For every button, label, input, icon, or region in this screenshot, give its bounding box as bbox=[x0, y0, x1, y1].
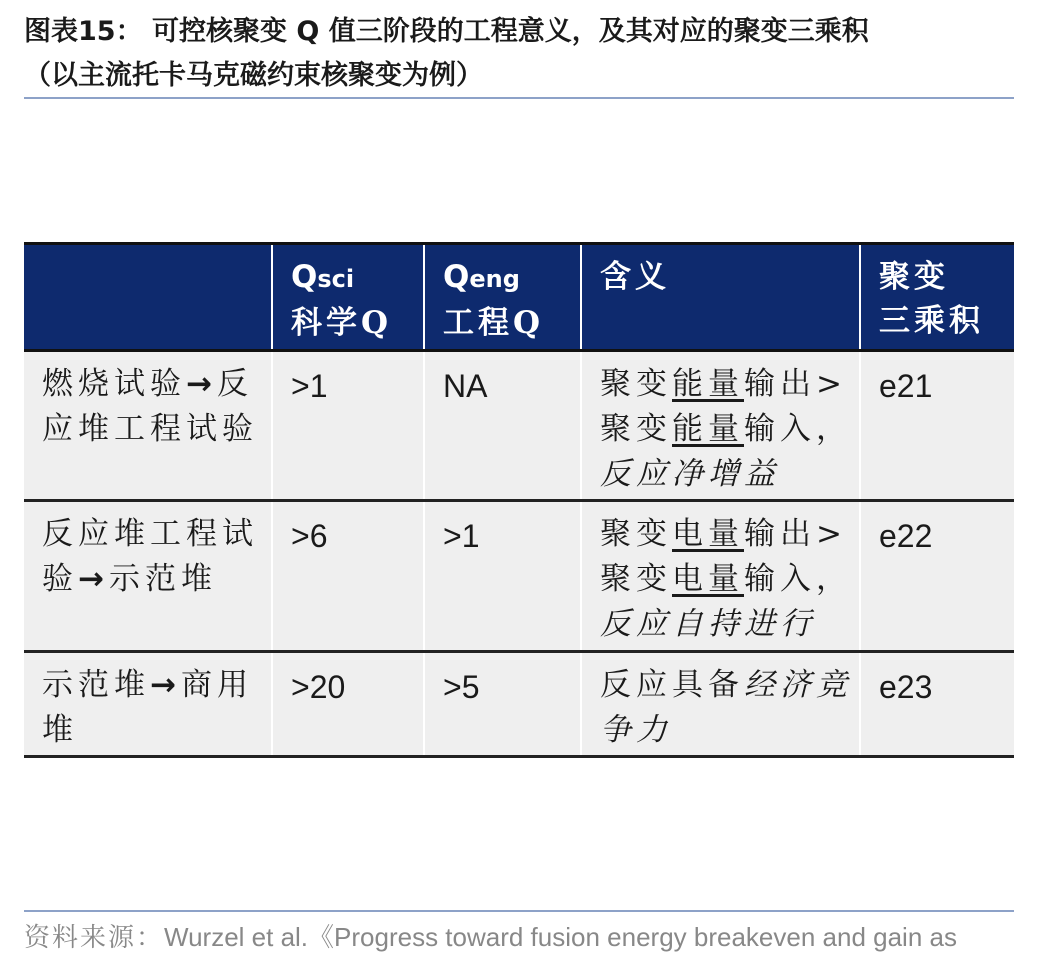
table-row bbox=[24, 501, 1014, 652]
qsci-cell: >1 bbox=[272, 351, 424, 501]
page-title bbox=[24, 10, 1024, 98]
qeng-cell: >5 bbox=[424, 652, 581, 757]
header-qeng: Qeng 工程Q bbox=[424, 244, 581, 351]
qeng-cell: NA bbox=[424, 351, 581, 501]
table-row bbox=[24, 652, 1014, 757]
triple-product-cell: e22 bbox=[860, 501, 1014, 652]
qsci-cell: >6 bbox=[272, 501, 424, 652]
table-header-row bbox=[24, 244, 1014, 351]
header-stage bbox=[24, 244, 272, 351]
meaning-cell: 聚变电量输出> 聚变电量输入， 反应自持进行 bbox=[581, 501, 860, 652]
qsci-cell: >20 bbox=[272, 652, 424, 757]
source-divider bbox=[24, 910, 1014, 912]
triple-product-cell: e21 bbox=[860, 351, 1014, 501]
arrow-right-icon: → bbox=[186, 366, 217, 402]
title-divider bbox=[24, 97, 1014, 99]
stage-cell: 燃烧试验→反应堆工程试验 bbox=[24, 351, 272, 501]
qeng-cell: >1 bbox=[424, 501, 581, 652]
title-line-2: （以主流托卡马克磁约束核聚变为例） bbox=[24, 60, 483, 91]
q-value-table bbox=[24, 242, 1014, 758]
meaning-cell: 反应具备经济竞争力 bbox=[581, 652, 860, 757]
header-meaning: 含义 bbox=[581, 244, 860, 351]
source-note bbox=[24, 917, 1014, 958]
meaning-cell: 聚变能量输出> 聚变能量输入， 反应净增益 bbox=[581, 351, 860, 501]
header-triple-product: 聚变 三乘积 bbox=[860, 244, 1014, 351]
stage-cell: 反应堆工程试验→示范堆 bbox=[24, 501, 272, 652]
source-text: Wurzel et al.《Progress toward fusion energy breakeven and gain as bbox=[164, 922, 957, 952]
source-label: 资料来源： bbox=[24, 923, 165, 953]
header-qsci: Qsci 科学Q bbox=[272, 244, 424, 351]
table-row bbox=[24, 351, 1014, 501]
title-line-1: 图表15： 可控核聚变 Q 值三阶段的工程意义，及其对应的聚变三乘积 bbox=[24, 16, 869, 47]
triple-product-cell: e23 bbox=[860, 652, 1014, 757]
stage-cell: 示范堆→商用堆 bbox=[24, 652, 272, 757]
arrow-right-icon: → bbox=[150, 667, 181, 703]
arrow-right-icon: → bbox=[78, 561, 109, 597]
